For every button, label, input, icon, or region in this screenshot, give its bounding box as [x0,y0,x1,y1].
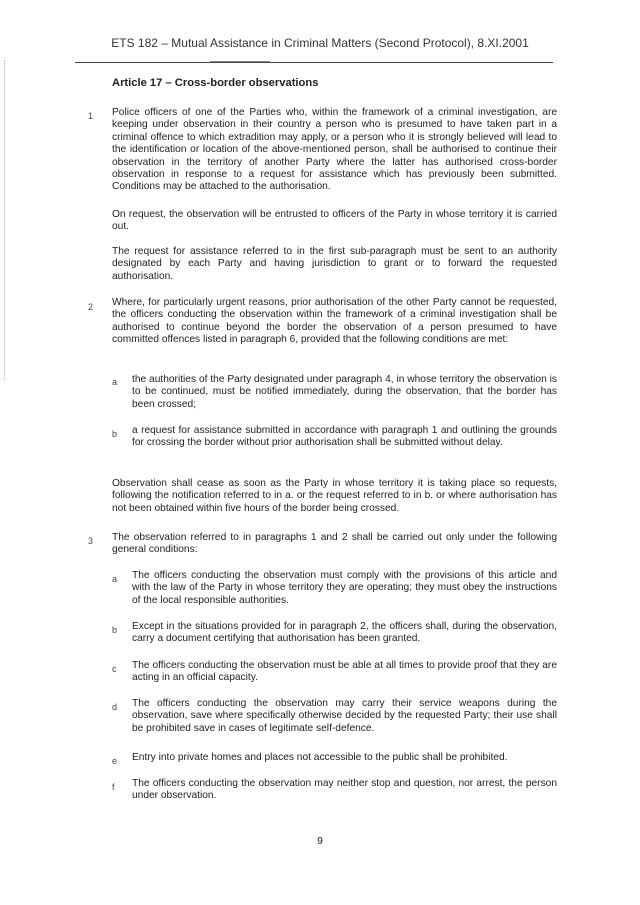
paragraph-2-item-b: a request for assistance submitted in accordance with paragraph 1 and outlining the grounds for crossing the border without prior authorisation shall be submitted without delay. [132,425,557,449]
item-letter: f [112,782,115,792]
article-title: Article 17 – Cross-border observations [112,77,319,89]
paragraph-2-text: Where, for particularly urgent reasons, prior authorisation of the other Party cannot be requested, the officers conducting the observation within the framework of a criminal investigation shall be authorised to continue beyond the border the observation of a person presumed to have committed offences listed in paragraph 6, provided that the following conditions are met: [112,297,557,346]
header-rule [75,62,553,63]
item-letter: b [112,429,118,439]
paragraph-2-closing: Observation shall cease as soon as the Party in whose territory it is taking place so requests, following the notification referred to in a. or the request referred to in b. or where authorisation has not been obtained within five hours of the border being crossed. [112,478,557,514]
item-letter: a [112,574,118,584]
running-header: ETS 182 – Mutual Assistance in Criminal Matters (Second Protocol), 8.XI.2001 [111,36,529,50]
paragraph-1-text: Police officers of one of the Parties who, within the framework of a criminal investigation, are keeping under observation in their country a person who is presumed to have taken part in a criminal offence to which extradition may apply, or a person who it is strongly believed will lead to the identification or location of the above-mentioned person, shall be authorised to continue their observation in the territory of another Party where the latter has authorised cross-border observation in response to a request for assistance which has previously been submitted. Conditions may be attached to the authorisation. [112,107,557,193]
paragraph-3-item-e: Entry into private homes and places not accessible to the public shall be prohibited. [132,752,508,763]
page-number: 9 [317,835,323,847]
paragraph-1-text-3: The request for assistance referred to in the first sub-paragraph must be sent to an authority designated by each Party and having jurisdiction to grant or to forward the requested authorisation. [112,246,557,282]
item-letter: d [112,702,118,712]
item-letter: e [112,756,118,766]
paragraph-number: 3 [88,536,94,546]
paragraph-3-item-b: Except in the situations provided for in paragraph 2, the officers shall, during the observation, carry a document certifying that authorisation has been granted. [132,621,557,645]
paragraph-3-text: The observation referred to in paragraphs 1 and 2 shall be carried out only under the following general conditions: [112,532,557,556]
paragraph-1-text-2: On request, the observation will be entrusted to officers of the Party in whose territory it is carried out. [112,209,557,233]
paragraph-3-item-f: The officers conducting the observation may neither stop and question, nor arrest, the person under observation. [132,778,557,802]
item-letter: a [112,377,118,387]
paragraph-3-item-d: The officers conducting the observation may carry their service weapons during the observation, save where specifically otherwise decided by the requested Party; their use shall be prohibited save in cases of legitimate self-defence. [132,698,557,734]
paragraph-2-item-a: the authorities of the Party designated under paragraph 4, in whose territory the observation is to be continued, must be notified immediately, during the observation, that the border has been crossed; [132,374,557,410]
paragraph-number: 1 [88,111,94,121]
item-letter: b [112,625,118,635]
scan-margin-marks [4,60,6,380]
paragraph-3-item-a: The officers conducting the observation must comply with the provisions of this article and with the law of the Party in whose territory they are operating; they must obey the instructions of the local responsible authorities. [132,570,557,606]
item-letter: c [112,664,117,674]
header-rule-accent [210,61,270,62]
paragraph-3-item-c: The officers conducting the observation must be able at all times to provide proof that they are acting in an official capacity. [132,660,557,684]
paragraph-number: 2 [88,302,94,312]
